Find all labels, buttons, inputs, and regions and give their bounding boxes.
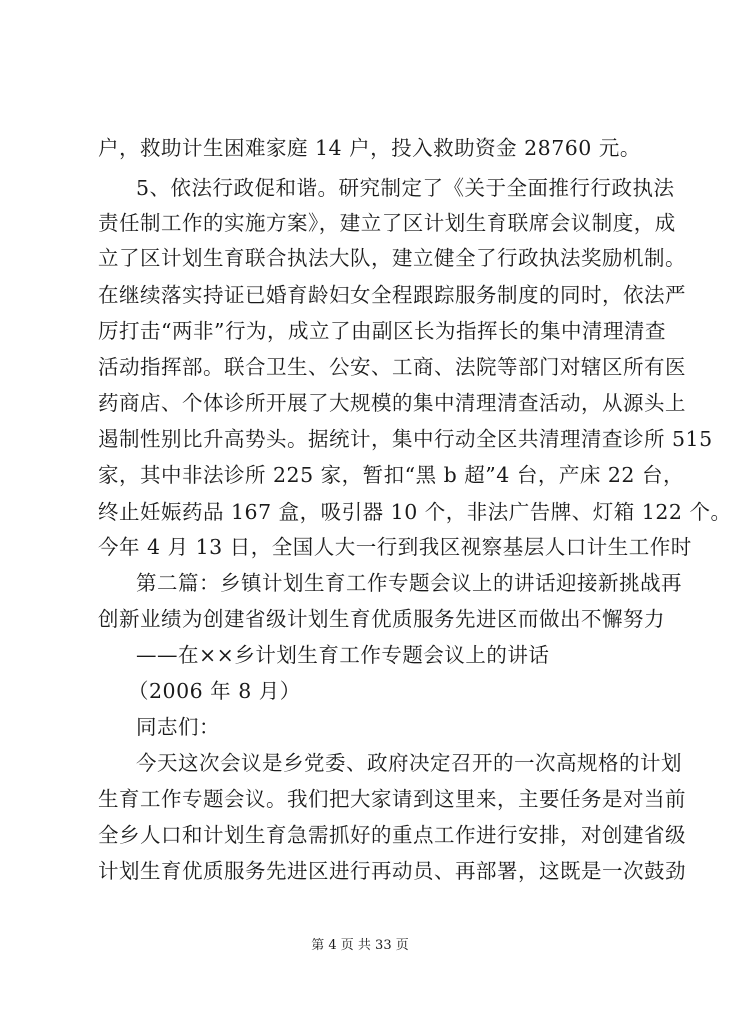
- paragraph-line: 药商店、个体诊所开展了大规模的集中清理清查活动，从源头上: [98, 391, 686, 415]
- speech-subtitle: ——在××乡计划生育工作专题会议上的讲话: [136, 643, 550, 667]
- paragraph-line: 家，其中非法诊所 225 家，暂扣“黑 b 超”4 台，产床 22 台，: [98, 463, 684, 487]
- speech-date: （2006 年 8 月）: [128, 679, 301, 703]
- paragraph-line: 全乡人口和计划生育急需抓好的重点工作进行安排，对创建省级: [98, 823, 686, 847]
- paragraph-line: 户，救助计生困难家庭 14 户，投入救助资金 28760 元。: [98, 136, 641, 160]
- paragraph-line: 今天这次会议是乡党委、政府决定召开的一次高规格的计划: [136, 751, 682, 775]
- paragraph-line: 在继续落实持证已婚育龄妇女全程跟踪服务制度的同时，依法严: [98, 283, 686, 307]
- paragraph-line: 厉打击“两非”行为，成立了由副区长为指挥长的集中清理清查: [98, 319, 666, 343]
- paragraph-line: 今年 4 月 13 日，全国人大一行到我区视察基层人口计生工作时: [98, 535, 692, 559]
- paragraph-line: 责任制工作的实施方案》，建立了区计划生育联席会议制度，成: [98, 211, 676, 235]
- paragraph-line: 活动指挥部。联合卫生、公安、工商、法院等部门对辖区所有医: [98, 355, 686, 379]
- paragraph-line: 立了区计划生育联合执法大队，建立健全了行政执法奖励机制。: [98, 246, 686, 270]
- salutation: 同志们：: [136, 715, 220, 739]
- paragraph-line: 计划生育优质服务先进区进行再动员、再部署，这既是一次鼓劲: [98, 859, 686, 883]
- paragraph-line: 终止妊娠药品 167 盒，吸引器 10 个，非法广告牌、灯箱 122 个。: [98, 500, 731, 524]
- section-title-line: 创新业绩为创建省级计划生育优质服务先进区而做出不懈努力: [98, 607, 665, 631]
- paragraph-line: 遏制性别比升高势头。据统计，集中行动全区共清理清查诊所 515: [98, 427, 713, 451]
- paragraph-line: 生育工作专题会议。我们把大家请到这里来，主要任务是对当前: [98, 787, 686, 811]
- paragraph-line: 5、依法行政促和谐。研究制定了《关于全面推行行政执法: [136, 176, 675, 200]
- section-title-line: 第二篇：乡镇计划生育工作专题会议上的讲话迎接新挑战再: [136, 571, 682, 595]
- page-number-footer: 第 4 页 共 33 页: [311, 938, 409, 953]
